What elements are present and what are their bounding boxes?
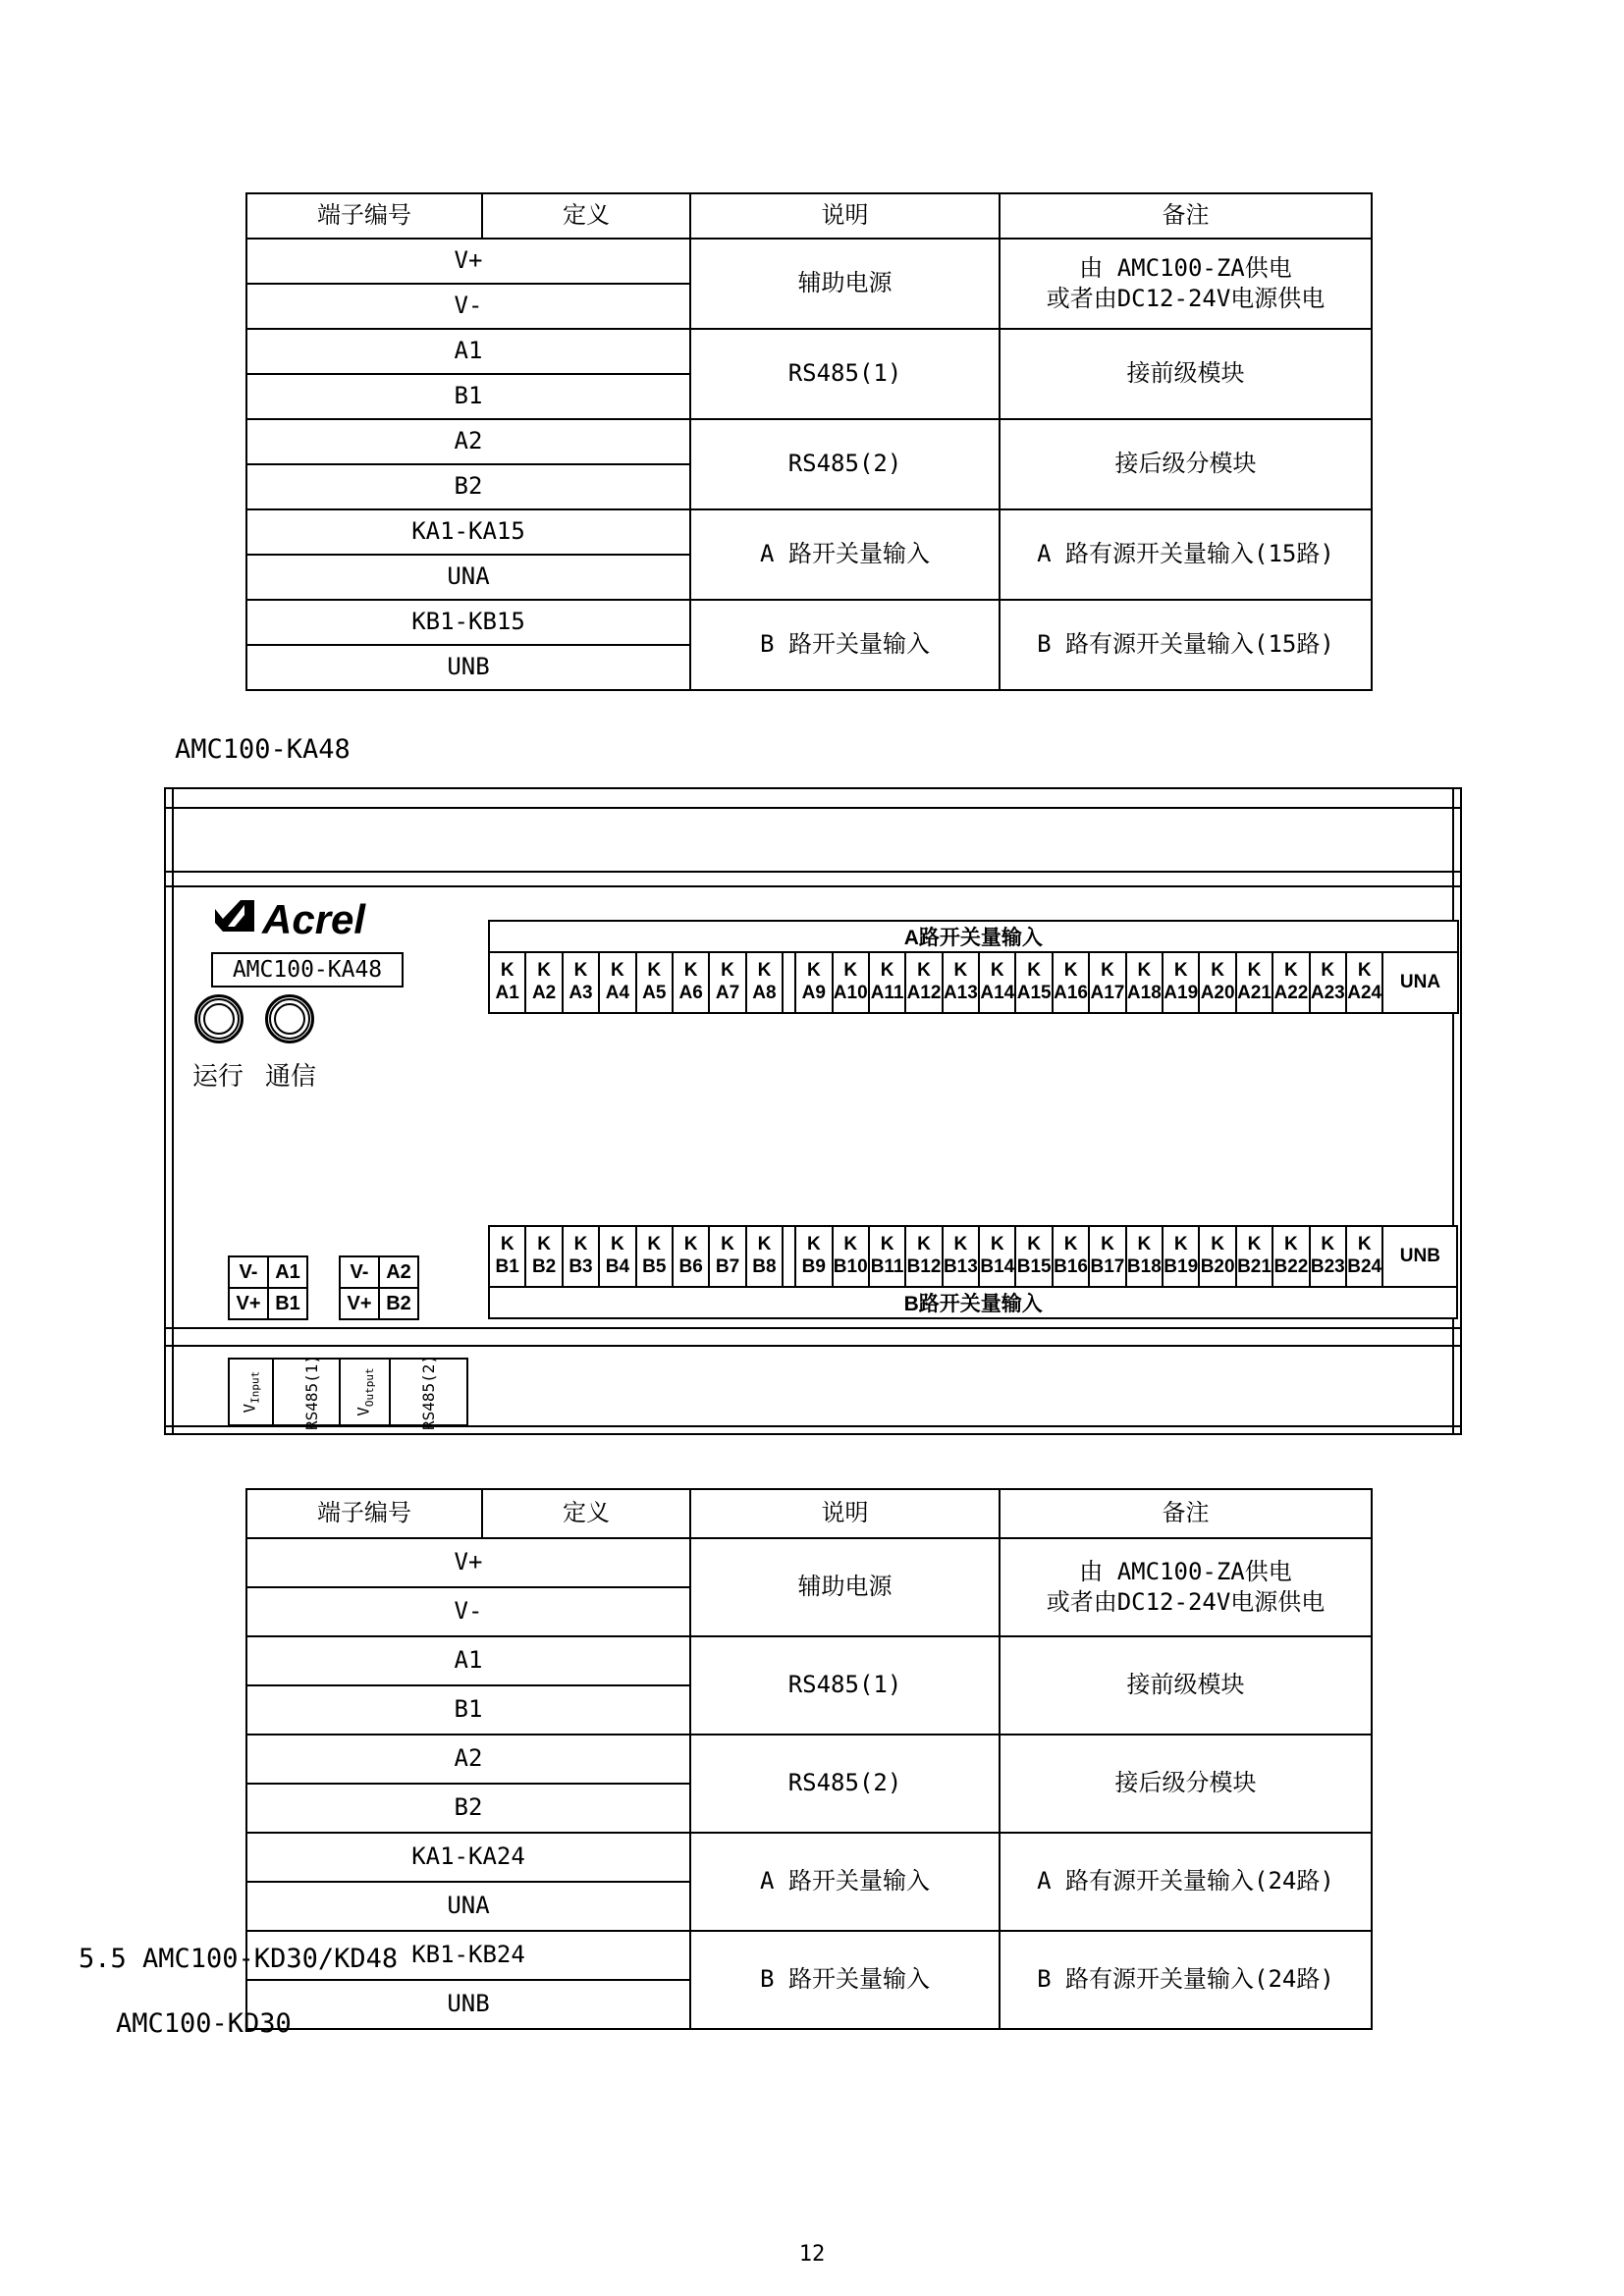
terminal-cell: UNB: [246, 645, 690, 690]
terminal-cell: [1199, 952, 1235, 1013]
terminal-cell: [563, 952, 599, 1013]
table-header-row: [246, 1489, 1372, 1538]
block-cell: B1: [268, 1288, 307, 1319]
terminal-number: B3: [568, 1256, 593, 1277]
table-row: [246, 1636, 1372, 1685]
terminal-cell: [905, 952, 942, 1013]
terminal-definition-table: [245, 1488, 1373, 2030]
comm-led-label: 通信: [264, 1062, 316, 1092]
strip-header-row: [489, 1287, 1457, 1318]
terminal-cell: UNA: [246, 555, 690, 600]
model-label: AMC100-KA48: [211, 952, 404, 988]
run-led-label: 运行: [191, 1062, 244, 1092]
terminal-key: K: [1247, 960, 1262, 982]
terminal-number: A9: [801, 983, 826, 1003]
terminal-cell: [943, 952, 979, 1013]
section-heading: 5.5 AMC100-KD30/KD48: [79, 1944, 399, 1974]
terminal-cell: [1346, 1226, 1382, 1287]
terminal-key: K: [880, 1234, 894, 1255]
terminal-number: A7: [715, 983, 740, 1003]
terminal-cell: [673, 1226, 709, 1287]
common-terminal: UNB: [1382, 1226, 1457, 1287]
remark-cell: [1000, 1833, 1372, 1931]
remark-line: 或者由DC12-24V电源供电: [1046, 285, 1326, 312]
description-cell: 辅助电源: [690, 239, 1000, 329]
strip-gap: [783, 952, 795, 1013]
terminal-number: A24: [1347, 983, 1382, 1003]
terminal-cell: V+: [246, 239, 690, 284]
block-row: [340, 1288, 418, 1319]
terminal-cell: [1163, 1226, 1199, 1287]
terminal-cell: V+: [246, 1538, 690, 1587]
terminal-number: B24: [1347, 1256, 1382, 1277]
table-row: [246, 329, 1372, 374]
terminal-cell: [1053, 952, 1089, 1013]
remark-line: 接后级分模块: [1114, 450, 1257, 478]
terminal-key: K: [1284, 960, 1298, 982]
terminal-cell: [1199, 1226, 1235, 1287]
power-connector-cell: [229, 1359, 273, 1425]
terminal-cell: [795, 952, 832, 1013]
terminal-key: K: [1321, 1234, 1335, 1255]
terminal-number: A5: [642, 983, 667, 1003]
terminal-number: B13: [943, 1256, 978, 1277]
description-cell: B 路开关量输入: [690, 1931, 1000, 2029]
terminal-cell: [746, 1226, 783, 1287]
terminal-cell: [636, 1226, 673, 1287]
terminal-number: B1: [495, 1256, 519, 1277]
block-cell: B2: [379, 1288, 418, 1319]
terminal-number: A4: [605, 983, 630, 1003]
table-row: [246, 509, 1372, 555]
terminal-key: K: [1211, 960, 1224, 982]
terminal-cell: [636, 952, 673, 1013]
terminal-key: K: [990, 960, 1004, 982]
terminal-key: K: [917, 1234, 931, 1255]
terminal-cell: [1236, 1226, 1272, 1287]
terminal-number: A6: [678, 983, 703, 1003]
run-led: [194, 994, 244, 1043]
remark-cell: [1000, 600, 1372, 690]
terminal-cell: [979, 1226, 1015, 1287]
remark-line: A 路有源开关量输入(24路): [1037, 1867, 1334, 1896]
terminal-key: K: [611, 1234, 624, 1255]
acrel-logo-icon: [215, 899, 256, 938]
terminal-cell: KB1-KB24: [246, 1931, 690, 1980]
terminal-key: K: [843, 1234, 858, 1255]
terminal-cell: UNA: [246, 1882, 690, 1931]
led-ring: [269, 998, 310, 1040]
terminal-key: K: [1027, 960, 1042, 982]
terminal-number: B12: [906, 1256, 942, 1277]
terminal-key: K: [611, 960, 624, 982]
device-rail-line: [1452, 789, 1454, 1433]
column-header: 定义: [482, 1489, 690, 1538]
terminal-cell: [979, 952, 1015, 1013]
terminal-key: K: [1173, 960, 1188, 982]
terminal-number: B8: [752, 1256, 777, 1277]
terminal-key: K: [683, 1234, 698, 1255]
terminal-key: K: [647, 1234, 662, 1255]
terminal-number: B7: [715, 1256, 740, 1277]
description-cell: A 路开关量输入: [690, 1833, 1000, 1931]
brand-name: Acrel: [262, 896, 366, 942]
terminal-number: B15: [1016, 1256, 1052, 1277]
terminal-number: B23: [1310, 1256, 1345, 1277]
terminal-key: K: [1063, 960, 1078, 982]
terminal-cell: [1053, 1226, 1089, 1287]
block-cell: V+: [229, 1288, 268, 1319]
terminal-cell: V-: [246, 1587, 690, 1636]
terminal-number: B11: [870, 1256, 904, 1277]
terminal-strip: [488, 920, 1459, 1014]
terminal-cell: [525, 1226, 562, 1287]
description-cell: B 路开关量输入: [690, 600, 1000, 690]
section-subheading: AMC100-KD30: [116, 2008, 292, 2039]
terminal-cell: [489, 1226, 525, 1287]
terminal-key: K: [757, 1234, 772, 1255]
terminal-key: K: [500, 960, 514, 982]
terminal-key: K: [721, 960, 734, 982]
power-connector-label: $V_{Output}$: [353, 1367, 376, 1416]
remark-line: A 路有源开关量输入(15路): [1037, 540, 1334, 568]
terminal-key: K: [537, 1234, 551, 1255]
column-header: 说明: [690, 193, 1000, 239]
terminal-key: K: [990, 1234, 1004, 1255]
terminal-cell: [1272, 1226, 1309, 1287]
terminal-key: K: [757, 960, 772, 982]
terminal-cell: [1236, 952, 1272, 1013]
terminal-number: A11: [870, 983, 904, 1003]
table-row: [246, 1538, 1372, 1587]
terminal-key: K: [1321, 960, 1335, 982]
terminal-cell: V-: [246, 284, 690, 329]
bus-connector-label: RS485(1): [301, 1354, 321, 1430]
terminal-cell: UNB: [246, 1980, 690, 2029]
terminal-number: A13: [943, 983, 978, 1003]
terminal-number: A20: [1200, 983, 1235, 1003]
remark-line: 或者由DC12-24V电源供电: [1046, 1588, 1326, 1616]
terminal-number: A8: [752, 983, 777, 1003]
column-header: 备注: [1000, 193, 1372, 239]
terminal-cell: [869, 952, 905, 1013]
terminal-cell: [1089, 952, 1125, 1013]
remark-cell: [1000, 1735, 1372, 1833]
remark-line: 由 AMC100-ZA供电: [1079, 253, 1292, 282]
description-cell: RS485(1): [690, 1636, 1000, 1735]
terminal-cell: [1163, 952, 1199, 1013]
terminal-cell: [709, 1226, 745, 1287]
terminal-key: K: [1357, 960, 1372, 982]
strip-header-row: [489, 921, 1458, 952]
bus-connector-cell: [390, 1354, 467, 1430]
table-row: [246, 419, 1372, 464]
description-cell: RS485(1): [690, 329, 1000, 419]
terminal-number: B6: [678, 1256, 703, 1277]
terminal-number: A17: [1090, 983, 1125, 1003]
terminal-number: A10: [833, 983, 868, 1003]
terminal-number: B9: [801, 1256, 826, 1277]
power-connector-label: $V_{Input}$: [240, 1370, 262, 1414]
terminal-key: K: [880, 960, 894, 982]
terminal-key: K: [573, 1234, 588, 1255]
terminal-key: K: [1137, 960, 1152, 982]
remark-cell: [1000, 1931, 1372, 2029]
block-cell: V-: [229, 1256, 268, 1288]
power-connector-cell: [340, 1359, 390, 1425]
terminal-cell: A2: [246, 1735, 690, 1784]
terminal-key: K: [843, 960, 858, 982]
comm-led: [265, 994, 314, 1043]
description-cell: RS485(2): [690, 419, 1000, 509]
strip-cell-row: [489, 952, 1458, 1013]
strip-gap: [783, 1226, 795, 1287]
column-header: 说明: [690, 1489, 1000, 1538]
terminal-strip: [488, 1225, 1458, 1319]
common-terminal: UNA: [1382, 952, 1457, 1013]
block-cell: A2: [379, 1256, 418, 1288]
terminal-cell: B2: [246, 1784, 690, 1833]
terminal-number: B18: [1126, 1256, 1162, 1277]
terminal-cell: KA1-KA15: [246, 509, 690, 555]
terminal-cell: [869, 1226, 905, 1287]
column-header: 定义: [482, 193, 690, 239]
device-band-line: [166, 885, 1460, 887]
block-cell: V-: [340, 1256, 379, 1288]
terminal-key: K: [1101, 1234, 1114, 1255]
table-row: [246, 1833, 1372, 1882]
terminal-cell: KB1-KB15: [246, 600, 690, 645]
terminal-key: K: [806, 960, 821, 982]
terminal-number: A3: [568, 983, 593, 1003]
terminal-cell: [599, 1226, 635, 1287]
terminal-cell: [599, 952, 635, 1013]
terminal-key: K: [806, 1234, 821, 1255]
terminal-key: K: [1211, 1234, 1224, 1255]
terminal-cell: A2: [246, 419, 690, 464]
terminal-cell: KA1-KA24: [246, 1833, 690, 1882]
terminal-number: B14: [980, 1256, 1015, 1277]
terminal-cell: [905, 1226, 942, 1287]
terminal-number: A2: [531, 983, 557, 1003]
remark-line: 接前级模块: [1126, 1671, 1245, 1699]
terminal-number: A14: [980, 983, 1015, 1003]
terminal-number: A19: [1164, 983, 1199, 1003]
column-header: 端子编号: [246, 193, 482, 239]
block-cell: A1: [268, 1256, 307, 1288]
power-bus-terminal-block: [228, 1255, 308, 1320]
terminal-cell: [833, 1226, 869, 1287]
device-band-line: [166, 871, 1460, 873]
block-row: [229, 1288, 307, 1319]
terminal-number: B20: [1200, 1256, 1235, 1277]
terminal-cell: B1: [246, 1685, 690, 1735]
terminal-cell: [833, 952, 869, 1013]
remark-line: 由 AMC100-ZA供电: [1079, 1557, 1292, 1585]
terminal-cell: B2: [246, 464, 690, 509]
terminal-key: K: [1357, 1234, 1372, 1255]
terminal-cell: [673, 952, 709, 1013]
power-bus-terminal-block: [339, 1255, 419, 1320]
terminal-key: K: [573, 960, 588, 982]
terminal-key: K: [647, 960, 662, 982]
description-cell: A 路开关量输入: [690, 509, 1000, 600]
device-band-line: [166, 1345, 1460, 1347]
remark-cell: [1000, 239, 1372, 329]
led-ring: [198, 998, 240, 1040]
terminal-key: K: [953, 1234, 968, 1255]
terminal-number: A16: [1054, 983, 1088, 1003]
terminal-number: A1: [495, 983, 519, 1003]
terminal-key: K: [1173, 1234, 1188, 1255]
block-row: [340, 1256, 418, 1288]
remark-line: B 路有源开关量输入(15路): [1037, 630, 1334, 659]
terminal-cell: [1310, 952, 1346, 1013]
terminal-cell: A1: [246, 1636, 690, 1685]
terminal-cell: [1015, 952, 1052, 1013]
terminal-key: K: [953, 960, 968, 982]
connector-block: [228, 1354, 352, 1430]
strip-header: A路开关量输入: [489, 921, 1458, 952]
column-header: 备注: [1000, 1489, 1372, 1538]
terminal-key: K: [1247, 1234, 1262, 1255]
terminal-number: B22: [1273, 1256, 1309, 1277]
device-diagram: [164, 787, 1462, 1435]
terminal-key: K: [1137, 1234, 1152, 1255]
connector-row: [229, 1359, 351, 1425]
terminal-number: B5: [642, 1256, 667, 1277]
terminal-number: B19: [1164, 1256, 1199, 1277]
terminal-number: A22: [1273, 983, 1309, 1003]
device-band-line: [166, 1327, 1460, 1329]
terminal-number: A15: [1016, 983, 1052, 1003]
device-rail-line: [172, 789, 174, 1433]
terminal-number: A23: [1310, 983, 1345, 1003]
remark-cell: [1000, 329, 1372, 419]
terminal-cell: [1310, 1226, 1346, 1287]
strip-header: B路开关量输入: [489, 1287, 1457, 1318]
table-row: [246, 1735, 1372, 1784]
terminal-key: K: [1284, 1234, 1298, 1255]
remark-line: 接前级模块: [1126, 359, 1245, 388]
strip-cell-row: [489, 1226, 1457, 1287]
terminal-key: K: [1063, 1234, 1078, 1255]
table-row: [246, 600, 1372, 645]
terminal-cell: [943, 1226, 979, 1287]
terminal-key: K: [683, 960, 698, 982]
description-cell: RS485(2): [690, 1735, 1000, 1833]
remark-cell: [1000, 1636, 1372, 1735]
terminal-number: B4: [605, 1256, 630, 1277]
table-row: [246, 1931, 1372, 1980]
terminal-definition-table: [245, 192, 1373, 691]
terminal-cell: [1015, 1226, 1052, 1287]
terminal-number: B16: [1054, 1256, 1088, 1277]
terminal-cell: [1089, 1226, 1125, 1287]
diagram-caption: AMC100-KA48: [175, 734, 351, 765]
block-cell: V+: [340, 1288, 379, 1319]
brand-block: [215, 896, 366, 942]
connector-block: [339, 1354, 468, 1430]
terminal-number: A12: [906, 983, 942, 1003]
table-row: [246, 239, 1372, 284]
terminal-cell: [746, 952, 783, 1013]
terminal-cell: [1346, 952, 1382, 1013]
terminal-number: B17: [1090, 1256, 1125, 1277]
remark-cell: [1000, 1538, 1372, 1636]
terminal-cell: [709, 952, 745, 1013]
bus-connector-label: RS485(2): [419, 1354, 439, 1430]
terminal-number: A18: [1126, 983, 1162, 1003]
terminal-cell: B1: [246, 374, 690, 419]
terminal-key: K: [537, 960, 551, 982]
terminal-cell: [795, 1226, 832, 1287]
terminal-key: K: [917, 960, 931, 982]
terminal-cell: A1: [246, 329, 690, 374]
terminal-cell: [1126, 952, 1163, 1013]
terminal-number: B10: [833, 1256, 868, 1277]
terminal-number: A21: [1237, 983, 1272, 1003]
terminal-key: K: [500, 1234, 514, 1255]
description-cell: 辅助电源: [690, 1538, 1000, 1636]
terminal-key: K: [1101, 960, 1114, 982]
block-row: [229, 1256, 307, 1288]
terminal-key: K: [721, 1234, 734, 1255]
remark-cell: [1000, 509, 1372, 600]
terminal-cell: [525, 952, 562, 1013]
page-number: 12: [798, 2242, 826, 2267]
terminal-cell: [1126, 1226, 1163, 1287]
terminal-number: B2: [531, 1256, 557, 1277]
table-header-row: [246, 193, 1372, 239]
remark-cell: [1000, 419, 1372, 509]
device-band-line: [166, 807, 1460, 809]
connector-row: [340, 1359, 467, 1425]
column-header: 端子编号: [246, 1489, 482, 1538]
remark-line: B 路有源开关量输入(24路): [1037, 1965, 1334, 1994]
terminal-cell: [563, 1226, 599, 1287]
terminal-key: K: [1027, 1234, 1042, 1255]
terminal-cell: [1272, 952, 1309, 1013]
remark-line: 接后级分模块: [1114, 1769, 1257, 1797]
terminal-number: B21: [1237, 1256, 1272, 1277]
terminal-cell: [489, 952, 525, 1013]
